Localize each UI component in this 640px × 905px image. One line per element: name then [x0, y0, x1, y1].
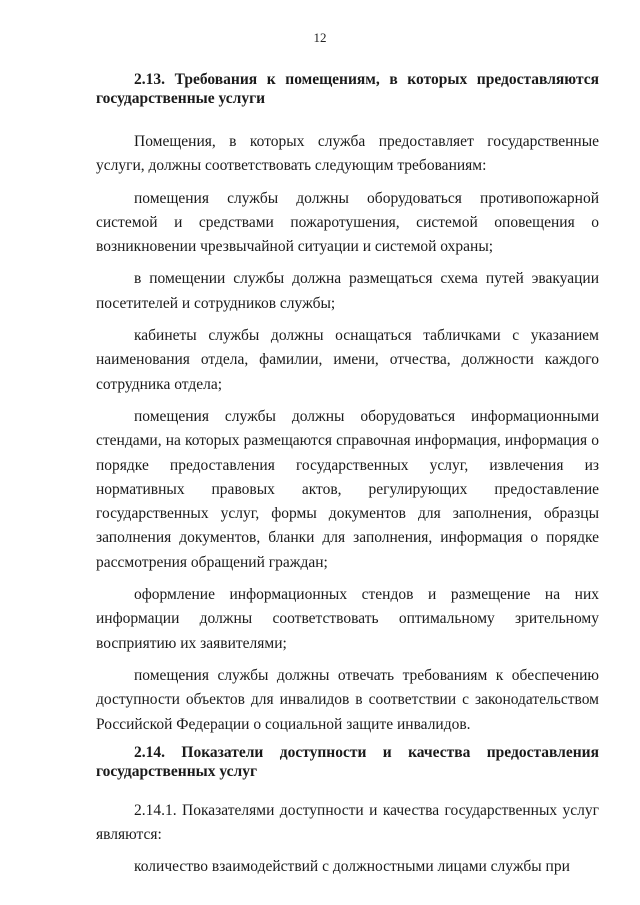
paragraph: в помещении службы должна размещаться схема путей эвакуации посетителей и сотрудников службы; [96, 270, 599, 312]
section-heading-2-14 [96, 743, 599, 781]
section-title: Показатели доступности и качества предоставления государственных услуг [96, 743, 599, 780]
section-number: 2.13. [134, 71, 165, 88]
paragraph: помещения службы должны отвечать требованиям к обеспечению доступности объектов для инвалидов в соответствии с законодательством Российской Федерации о социальной защите инвалидов. [96, 666, 599, 733]
page-content [96, 70, 599, 880]
paragraph: помещения службы должны оборудоваться противопожарной системой и средствами пожаротушения, системой оповещения о возникновении чрезвычайной ситуации и системой охраны; [96, 189, 599, 256]
paragraph: Помещения, в которых служба предоставляет государственные услуги, должны соответствовать следующим требованиям: [96, 133, 599, 175]
paragraph: оформление информационных стендов и размещение на них информации должны соответствовать оптимальному зрительному восприятию их заявителями; [96, 586, 599, 652]
paragraph: кабинеты службы должны оснащаться табличками с указанием наименования отдела, фамилии, имени, отчества, должности каждого сотрудника отдела; [96, 327, 599, 393]
section-heading-2-13 [96, 70, 599, 108]
paragraph: количество взаимодействий с должностными лицами службы при [134, 858, 570, 876]
page-number: 12 [313, 30, 327, 45]
section-number: 2.14. [134, 743, 165, 761]
paragraph: 2.14.1. Показателями доступности и качества государственных услуг являются: [96, 801, 599, 844]
paragraph: помещения службы должны оборудоваться информационными стендами, на которых размещаются справочная информация, информация о порядке предоставления государственных услуг, извлечения из нормативных правовых актов, регулирующих предоставление государственных услуг, формы документов для заполнения, образцы заполнения документов, бланки для заполнения, информация о порядке рассмотрения обращений граждан; [96, 407, 599, 571]
section-title: Требования к помещениям, в которых предоставляются государственные услуги [96, 71, 600, 107]
